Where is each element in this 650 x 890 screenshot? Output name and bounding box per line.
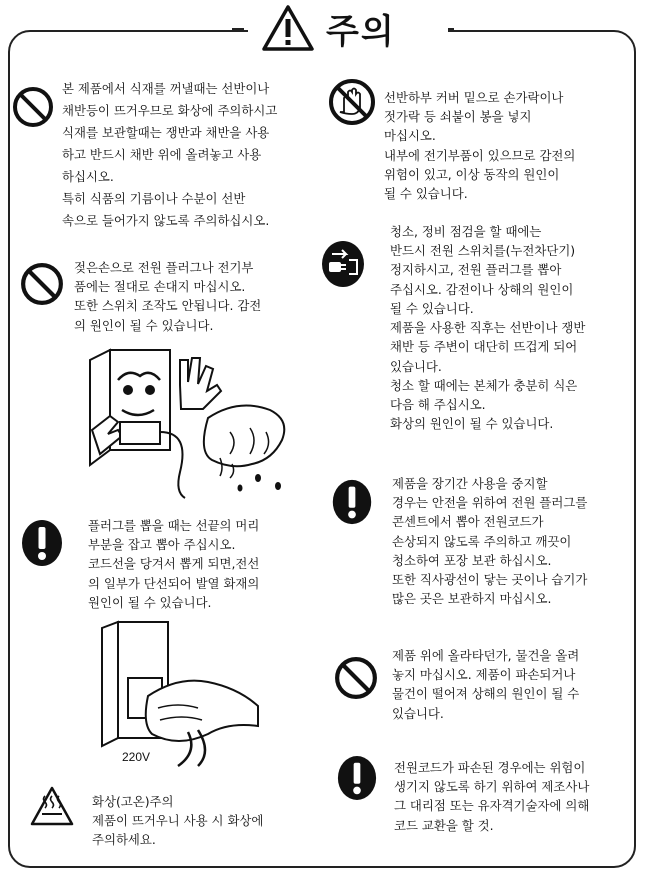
mandatory-action-icon xyxy=(20,518,64,568)
plug-pull-instruction-text: 플러그를 뽑을 때는 선끝의 머리 부분을 잡고 뽑아 주십시오. 코드선을 당겨서 뽑게 되면,전선 의 일부가 단선되어 발열 화재의 원인이 될 수 있습니다. xyxy=(88,518,260,610)
cleaning-instruction-text: 청소, 정비 점검을 할 때에는 반드시 전원 스위치를(누전차단기) 정지하시고, 전원 플러그를 뽑아 주십시오. 감전이나 상해의 원인이 될 수 있습니다. 제품을 사용한 직후는 선반이나 쟁반 채반 등 주변이 대단히 뜨겁게 되어 있습니다. 청소 할 때에는 본체가 충분히 식은 다음 해 주십시오. 화상의 원인이 될 수 있습니다. xyxy=(390,224,586,432)
cord-damage-text: 전원코드가 파손된 경우에는 위험이 생기지 않도록 하기 위하여 제조사나 그 대리점 또는 유자격기술자에 의해 코드 교환을 할 것. xyxy=(394,760,590,833)
wet-hands-warning-text: 젖은손으로 전원 플러그나 전기부 품에는 절대로 손대지 마십시오. 또한 스위치 조작도 안됩니다. 감전 의 원인이 될 수 있습니다. xyxy=(74,260,262,333)
voltage-label: 220V xyxy=(122,750,151,764)
wet-hand-plug-illustration xyxy=(80,340,310,500)
hot-food-warning-text: 본 제품에서 식재를 꺼낼때는 선반이나 채반등이 뜨거우므로 화상에 주의하시고 식재를 보관할때는 쟁반과 채반을 사용 하고 반드시 채반 위에 올려놓고 사용 하십시오. 특히 식품의 기름이나 수분이 선반 속으로 들어가지 않도록 주의하십시오. xyxy=(62,81,278,229)
unplug-icon xyxy=(320,240,366,288)
no-hand-insertion-icon xyxy=(328,78,376,126)
long-term-storage-text: 제품을 장기간 사용을 중지할 경우는 안전을 위하여 전원 플러그를 콘센트에서 뽑아 전원코드가 손상되지 않도록 주의하고 깨끗이 청소하여 포장 보관 하십시오. 또한 직사광선이 닿는 곳이나 습기가 많은 곳은 보관하지 마십시오. xyxy=(392,476,588,607)
prohibition-icon xyxy=(20,262,64,306)
burn-caution-text: 화상(고온)주의 제품이 뜨거우니 사용 시 화상에 주의하세요. xyxy=(92,794,264,848)
warning-triangle-icon xyxy=(262,4,314,52)
page-title: 주의 xyxy=(326,11,396,52)
hand-pulling-plug-illustration xyxy=(98,618,268,768)
title-dash-left xyxy=(232,28,244,30)
prohibition-icon xyxy=(12,86,54,128)
hot-surface-icon xyxy=(30,786,74,826)
mandatory-action-icon xyxy=(330,478,374,526)
mandatory-action-icon xyxy=(336,754,378,802)
title-header xyxy=(248,0,448,56)
prohibition-icon xyxy=(334,656,378,700)
cover-warning-text: 선반하부 커버 밑으로 손가락이나 젓가락 등 쇠붙이 봉을 넣지 마십시오. 내부에 전기부품이 있으므로 감전의 위험이 있고, 이상 동작의 원인이 될 수 있습니다. xyxy=(384,90,576,202)
no-climbing-text: 제품 위에 올라타던가, 물건을 올려 놓지 마십시오. 제품이 파손되거나 물건이 떨어져 상해의 원인이 될 수 있습니다. xyxy=(392,648,580,721)
